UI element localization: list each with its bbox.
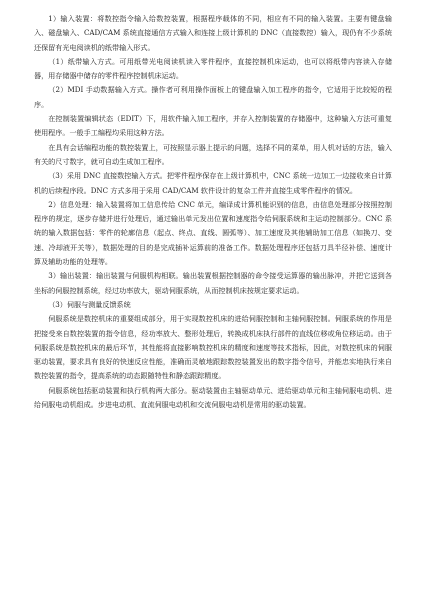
paragraph-servo-components: 伺服系统包括驱动装置和执行机构两大部分。驱动装置由主轴驱动单元、进给驱动单元和主轴伺服电动机、进给伺服电动机组成。步进电动机、直流伺服电动机和交流伺服电动机是常用的驱动装置。 (34, 385, 392, 410)
paragraph-mdi-input: （2）MDI 手动数据输入方式。操作者可利用操作面板上的键盘输入加工程序的指令，它适用于比较短的程序。 (34, 85, 392, 109)
paragraph-input-device: 1）输入装置：将数控指令输入给数控装置，根据程序载体的不同，相应有不同的输入装置。主要有键盘输入、磁盘输入、CAD/CAM 系统直接通信方式输入和连接上级计算机的 DNC（直接数控）输入，现仍有不少系统还保留有光电阅读机的纸带输入形式。 (34, 14, 392, 52)
paragraph-tape-input: （1）纸带输入方式。可用纸带光电阅读机读入零件程序，直接控制机床运动，也可以将纸带内容读入存储器，用存储器中储存的零件程序控制机床运动。 (34, 56, 392, 81)
paragraph-output-device: 3）输出装置：输出装置与伺服机构相联。输出装置根据控制器的命令接受运算器的输出脉冲，并把它送到各坐标的伺服控制系统，经过功率放大，驱动伺服系统，从而控制机床按规定要求运动。 (34, 271, 392, 295)
section-heading-servo: （3）伺服与测量反馈系统 (48, 299, 131, 309)
paragraph-servo-system: 伺服系统是数控机床的重要组成部分，用于实现数控机床的进给伺服控制和主轴伺服控制。伺服系统的作用是把接受来自数控装置的指令信息，经功率放大、整形处理后，转换成机床执行部件的直线位移或角位移运动。由于伺服系统是数控机床的最后环节，其性能将直接影响数控机床的精度和速度等技术指标，因此，对数控机床的伺服驱动装置，要求具有良好的快速反应性能，准确而灵敏地跟踪数控装置发出的数字指令信号，并能忠实地执行来自数控装置的指令，提高系统的动态跟随特性和静态跟踪精度。 (34, 314, 392, 381)
document-body (34, 12, 392, 412)
paragraph-edit-mode: 在控制装置编辑状态（EDIT）下，用软件输入加工程序，并存入控制装置的存储器中，这种输入方法可重复使用程序。一般手工编程均采用这种方法。 (34, 114, 392, 138)
paragraph-conversational: 在具有会话编程功能的数控装置上，可按照显示器上提示的问题，选择不同的菜单，用人机对话的方法，输入有关的尺寸数字，就可自动生成加工程序。 (34, 142, 392, 166)
paragraph-information-processing: 2）信息处理：输入装置将加工信息传给 CNC 单元，编译成计算机能识别的信息，由信息处理部分按照控制程序的规定，逐步存储并进行处理后，通过输出单元发出位置和速度指令给伺服系统和主运动控制部分。CNC 系统的输入数据包括：零件的轮廓信息（起点、终点、直线、圆弧等）、加工速度及其他辅助加工信息（如换刀、变速、冷却液开关等），数据处理的目的是完成插补运算前的准备工作。数据处理程序还包括刀具半径补偿、速度计算及辅助功能的处理等。 (34, 199, 392, 267)
paragraph-dnc-input: （3）采用 DNC 直接数控输入方式。把零件程序保存在上级计算机中，CNC 系统一边加工一边接收来自计算机的后续程序段。DNC 方式多用于采用 CAD/CAM 软件设计的复杂工件并直接生成零件程序的情况。 (34, 171, 392, 195)
